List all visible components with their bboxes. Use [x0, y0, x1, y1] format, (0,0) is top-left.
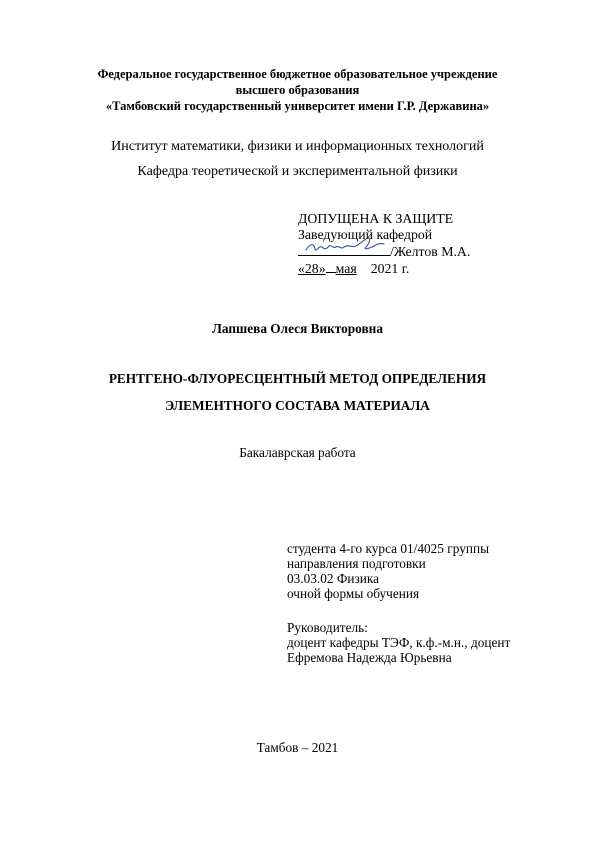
department-name: Кафедра теоретической и экспериментальной физики [137, 164, 458, 179]
approval-month: мая [335, 261, 357, 276]
approval-year: 2021 г. [370, 261, 410, 276]
header-line-3: «Тамбовский государственный университет имени Г.Р. Державина» [105, 99, 490, 113]
approval-day: «28» [298, 261, 326, 276]
approval-block [298, 211, 470, 277]
institute-name: Институт математики, физики и информационных технологий [111, 139, 484, 154]
head-name: /Желтов М.А. [390, 244, 471, 259]
city-year: Тамбов – 2021 [256, 740, 339, 755]
signature-field [298, 243, 390, 256]
student-info-line: направления подготовки [287, 556, 426, 571]
author-name: Лапшева Олеся Викторовна [211, 321, 383, 336]
approval-signature-line [298, 243, 470, 260]
supervisor-name: Ефремова Надежда Юрьевна [287, 650, 452, 665]
student-info-line: студента 4-го курса 01/4025 группы [287, 541, 490, 556]
student-info [287, 541, 489, 601]
approval-position: Заведующий кафедрой [298, 227, 433, 242]
handwritten-signature [302, 235, 386, 257]
student-info-line: очной формы обучения [287, 586, 420, 601]
university-header [0, 66, 595, 114]
supervisor-position: доцент кафедры ТЭФ, к.ф.-м.н., доцент [287, 635, 511, 650]
approval-date [298, 260, 470, 277]
supervisor-label: Руководитель: [287, 620, 368, 635]
student-info-line: 03.03.02 Физика [287, 571, 380, 586]
thesis-title-line-1: РЕНТГЕНО-ФЛУОРЕСЦЕНТНЫЙ МЕТОД ОПРЕДЕЛЕНИЯ [108, 371, 487, 386]
thesis-title-line-2: ЭЛЕМЕНТНОГО СОСТАВА МАТЕРИАЛА [165, 398, 430, 413]
header-line-1: Федеральное государственное бюджетное образовательное учреждение [97, 67, 498, 81]
supervisor-block [287, 620, 510, 665]
approval-title: ДОПУЩЕНА К ЗАЩИТЕ [298, 211, 454, 226]
header-line-2: высшего образования [235, 83, 360, 97]
work-type: Бакалаврская работа [239, 445, 356, 460]
